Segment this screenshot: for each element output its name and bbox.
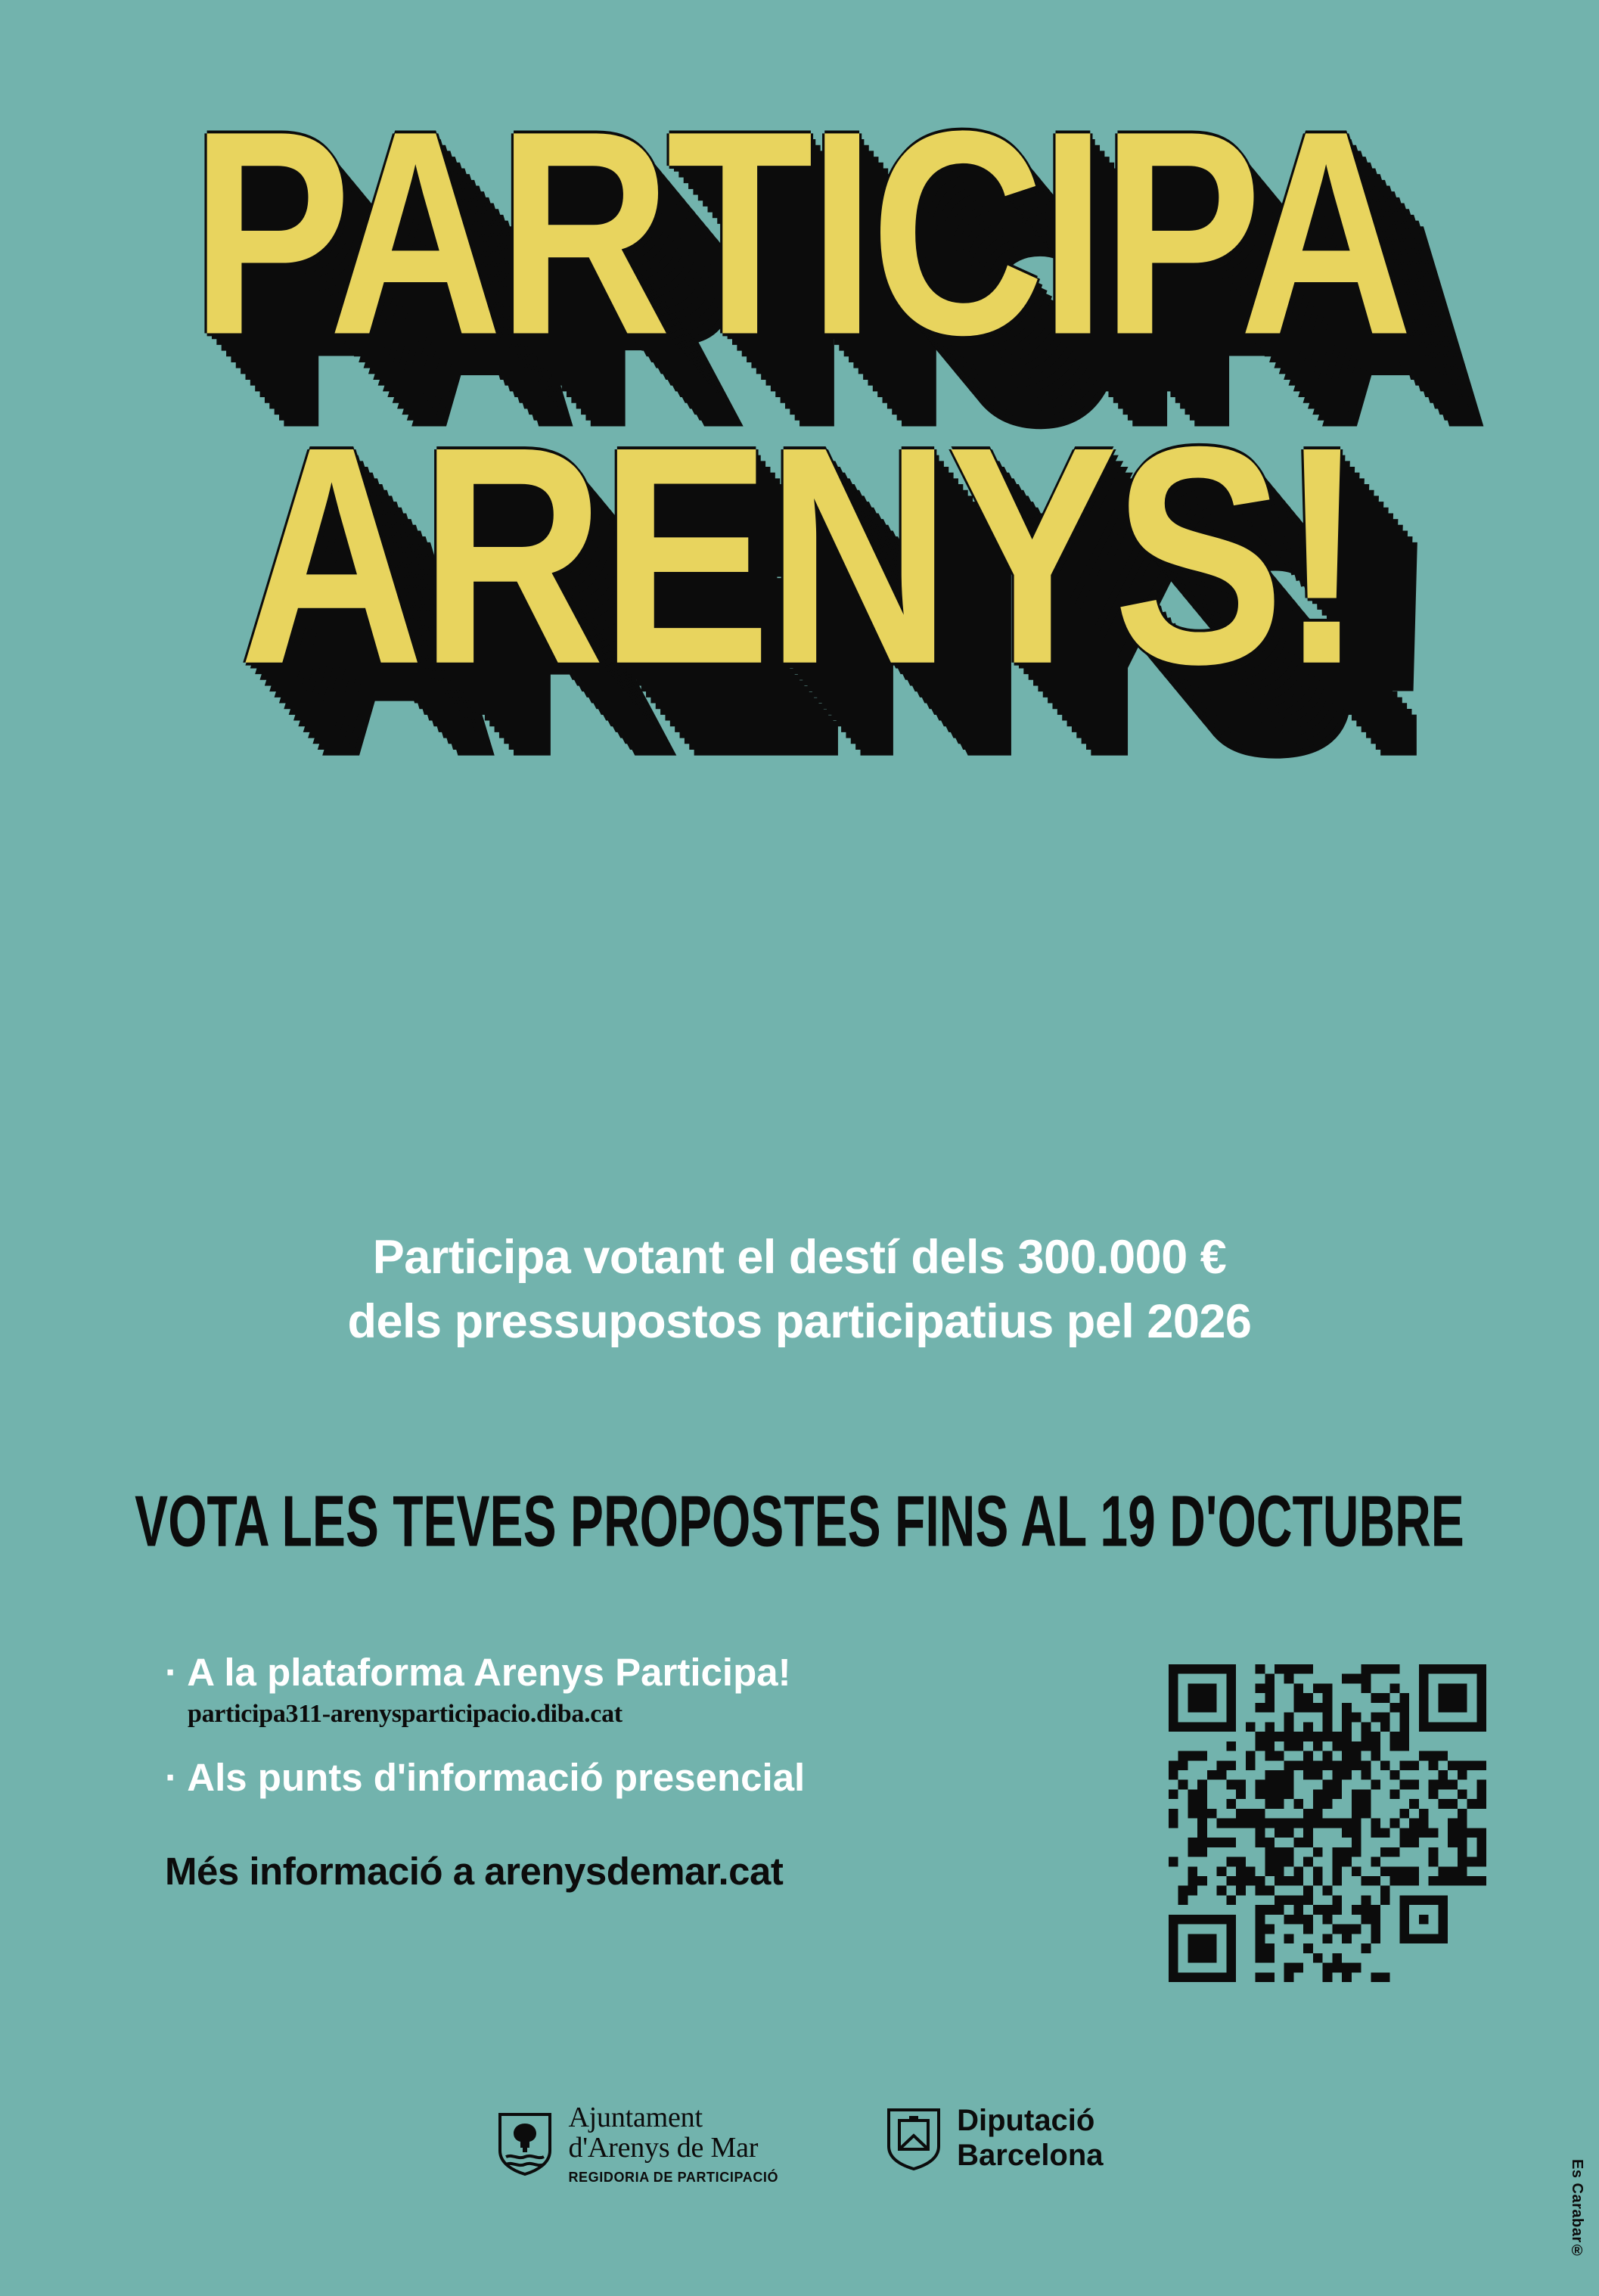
info-item-platform: · A la plataforma Arenys Participa!	[165, 1651, 791, 1694]
designer-credit: Es Carabar®	[1569, 2158, 1585, 2260]
info-block	[165, 1649, 1057, 1894]
platform-url[interactable]: participa311-arenysparticipacio.diba.cat	[188, 1700, 623, 1729]
footer-logos	[0, 2103, 1599, 2186]
ajuntament-text	[568, 2103, 778, 2186]
logo-ajuntament	[495, 2103, 778, 2186]
qr-code-canvas[interactable]	[1169, 1664, 1486, 1982]
subtitle-line-1: Participa votant el destí dels 300.000 €	[372, 1231, 1227, 1284]
headline-line-2: ARENYS!	[238, 381, 1361, 729]
subtitle	[0, 1226, 1599, 1354]
deadline-banner: VOTA LES TEVES PROPOSTES FINS AL 19 D'OCTUBRE	[135, 1480, 1464, 1561]
diba-crest-icon	[884, 2105, 943, 2170]
ajuntament-sub: REGIDORIA DE PARTICIPACIÓ	[568, 2169, 779, 2185]
headline-line-1: PARTICIPA	[191, 70, 1408, 396]
logo-diputacio	[884, 2103, 1103, 2173]
diputacio-line-1: Diputació	[957, 2104, 1095, 2137]
ajuntament-line-1: Ajuntament	[568, 2102, 703, 2133]
ajuntament-line-2: d'Arenys de Mar	[568, 2131, 759, 2164]
tree-crest-icon	[495, 2111, 554, 2176]
info-item-presencial: · Als punts d'informació presencial	[165, 1756, 806, 1800]
more-info: Més informació a arenysdemar.cat	[165, 1850, 784, 1894]
qr-code[interactable]	[1169, 1664, 1486, 1982]
subtitle-line-2: dels pressupostos participatius pel 2026	[347, 1295, 1252, 1349]
diputacio-line-2: Barcelona	[957, 2139, 1104, 2172]
diputacio-text	[957, 2103, 1103, 2173]
headline-block	[0, 70, 1599, 729]
